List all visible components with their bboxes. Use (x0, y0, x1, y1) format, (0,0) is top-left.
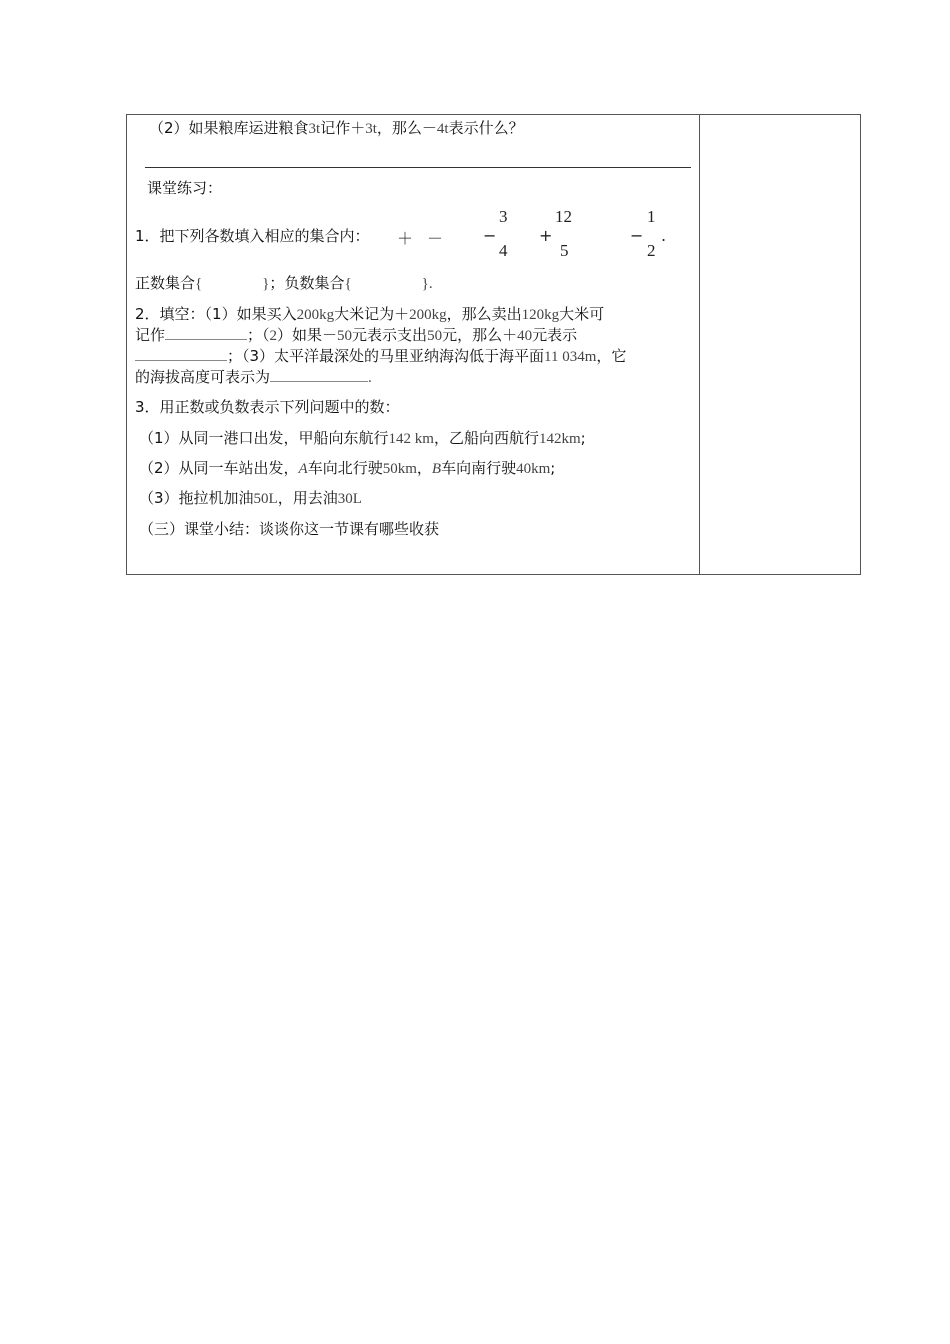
answer-blank-1[interactable] (165, 325, 247, 340)
lesson-table (126, 114, 861, 575)
exercise-2-line-4: 的海拔高度可表示为 . (135, 368, 372, 386)
exercise-1-sets: 正数集合{ }；负数集合{ }. (135, 274, 433, 292)
section-title: 课堂练习： (147, 179, 223, 197)
lesson-summary: （三）课堂小结：谈谈你这一节课有哪些收获 (139, 520, 440, 538)
exercise-2-line-3: ；（3）太平洋最深处的马里亚纳海沟低于海平面11 034m，它 (135, 346, 626, 367)
fraction-c-sign: − (630, 226, 644, 245)
exercise-3-item-3: （3）拖拉机加油50L，用去油30L (139, 489, 362, 507)
fraction-a-numerator: 3 (499, 207, 508, 226)
exercise-3-item-1: （1）从同一港口出发，甲船向东航行142 km，乙船向西航行142km; (139, 429, 586, 447)
fraction-b-sign: + (539, 226, 553, 245)
fraction-c-denominator: 2 (647, 241, 656, 260)
exercise-1-text: 1．把下列各数填入相应的集合内： (135, 227, 370, 245)
exercise-3-item-2: （2）从同一车站出发，A车向北行驶50km，B车向南行驶40km; (139, 459, 556, 477)
exercise-2-line-1: 2．填空：（1）如果买入200kg大米记为＋200kg，那么卖出120kg大米可 (135, 305, 605, 323)
answer-blank-2[interactable] (135, 346, 227, 361)
minus-sign: － (427, 229, 444, 248)
fraction-b-numerator: 12 (555, 207, 572, 226)
fraction-a-denominator: 4 (499, 241, 508, 260)
column-divider (699, 115, 700, 574)
fraction-c-numerator: 1 (647, 207, 656, 226)
fraction-end-dot: . (661, 226, 667, 245)
fraction-a-sign: − (483, 226, 497, 245)
answer-blank-3[interactable] (270, 367, 368, 382)
exercise-2-line-2: 记作 ；（2）如果－50元表示支出50元，那么＋40元表示 (135, 326, 578, 344)
question-2-grain: （2）如果粮库运进粮食3t记作＋3t，那么－4t表示什么？ (149, 119, 524, 137)
plus-sign: ＋ (397, 229, 414, 248)
fraction-b-denominator: 5 (560, 241, 569, 260)
exercise-3-title: 3．用正数或负数表示下列问题中的数： (135, 398, 400, 416)
answer-rule (145, 167, 691, 168)
